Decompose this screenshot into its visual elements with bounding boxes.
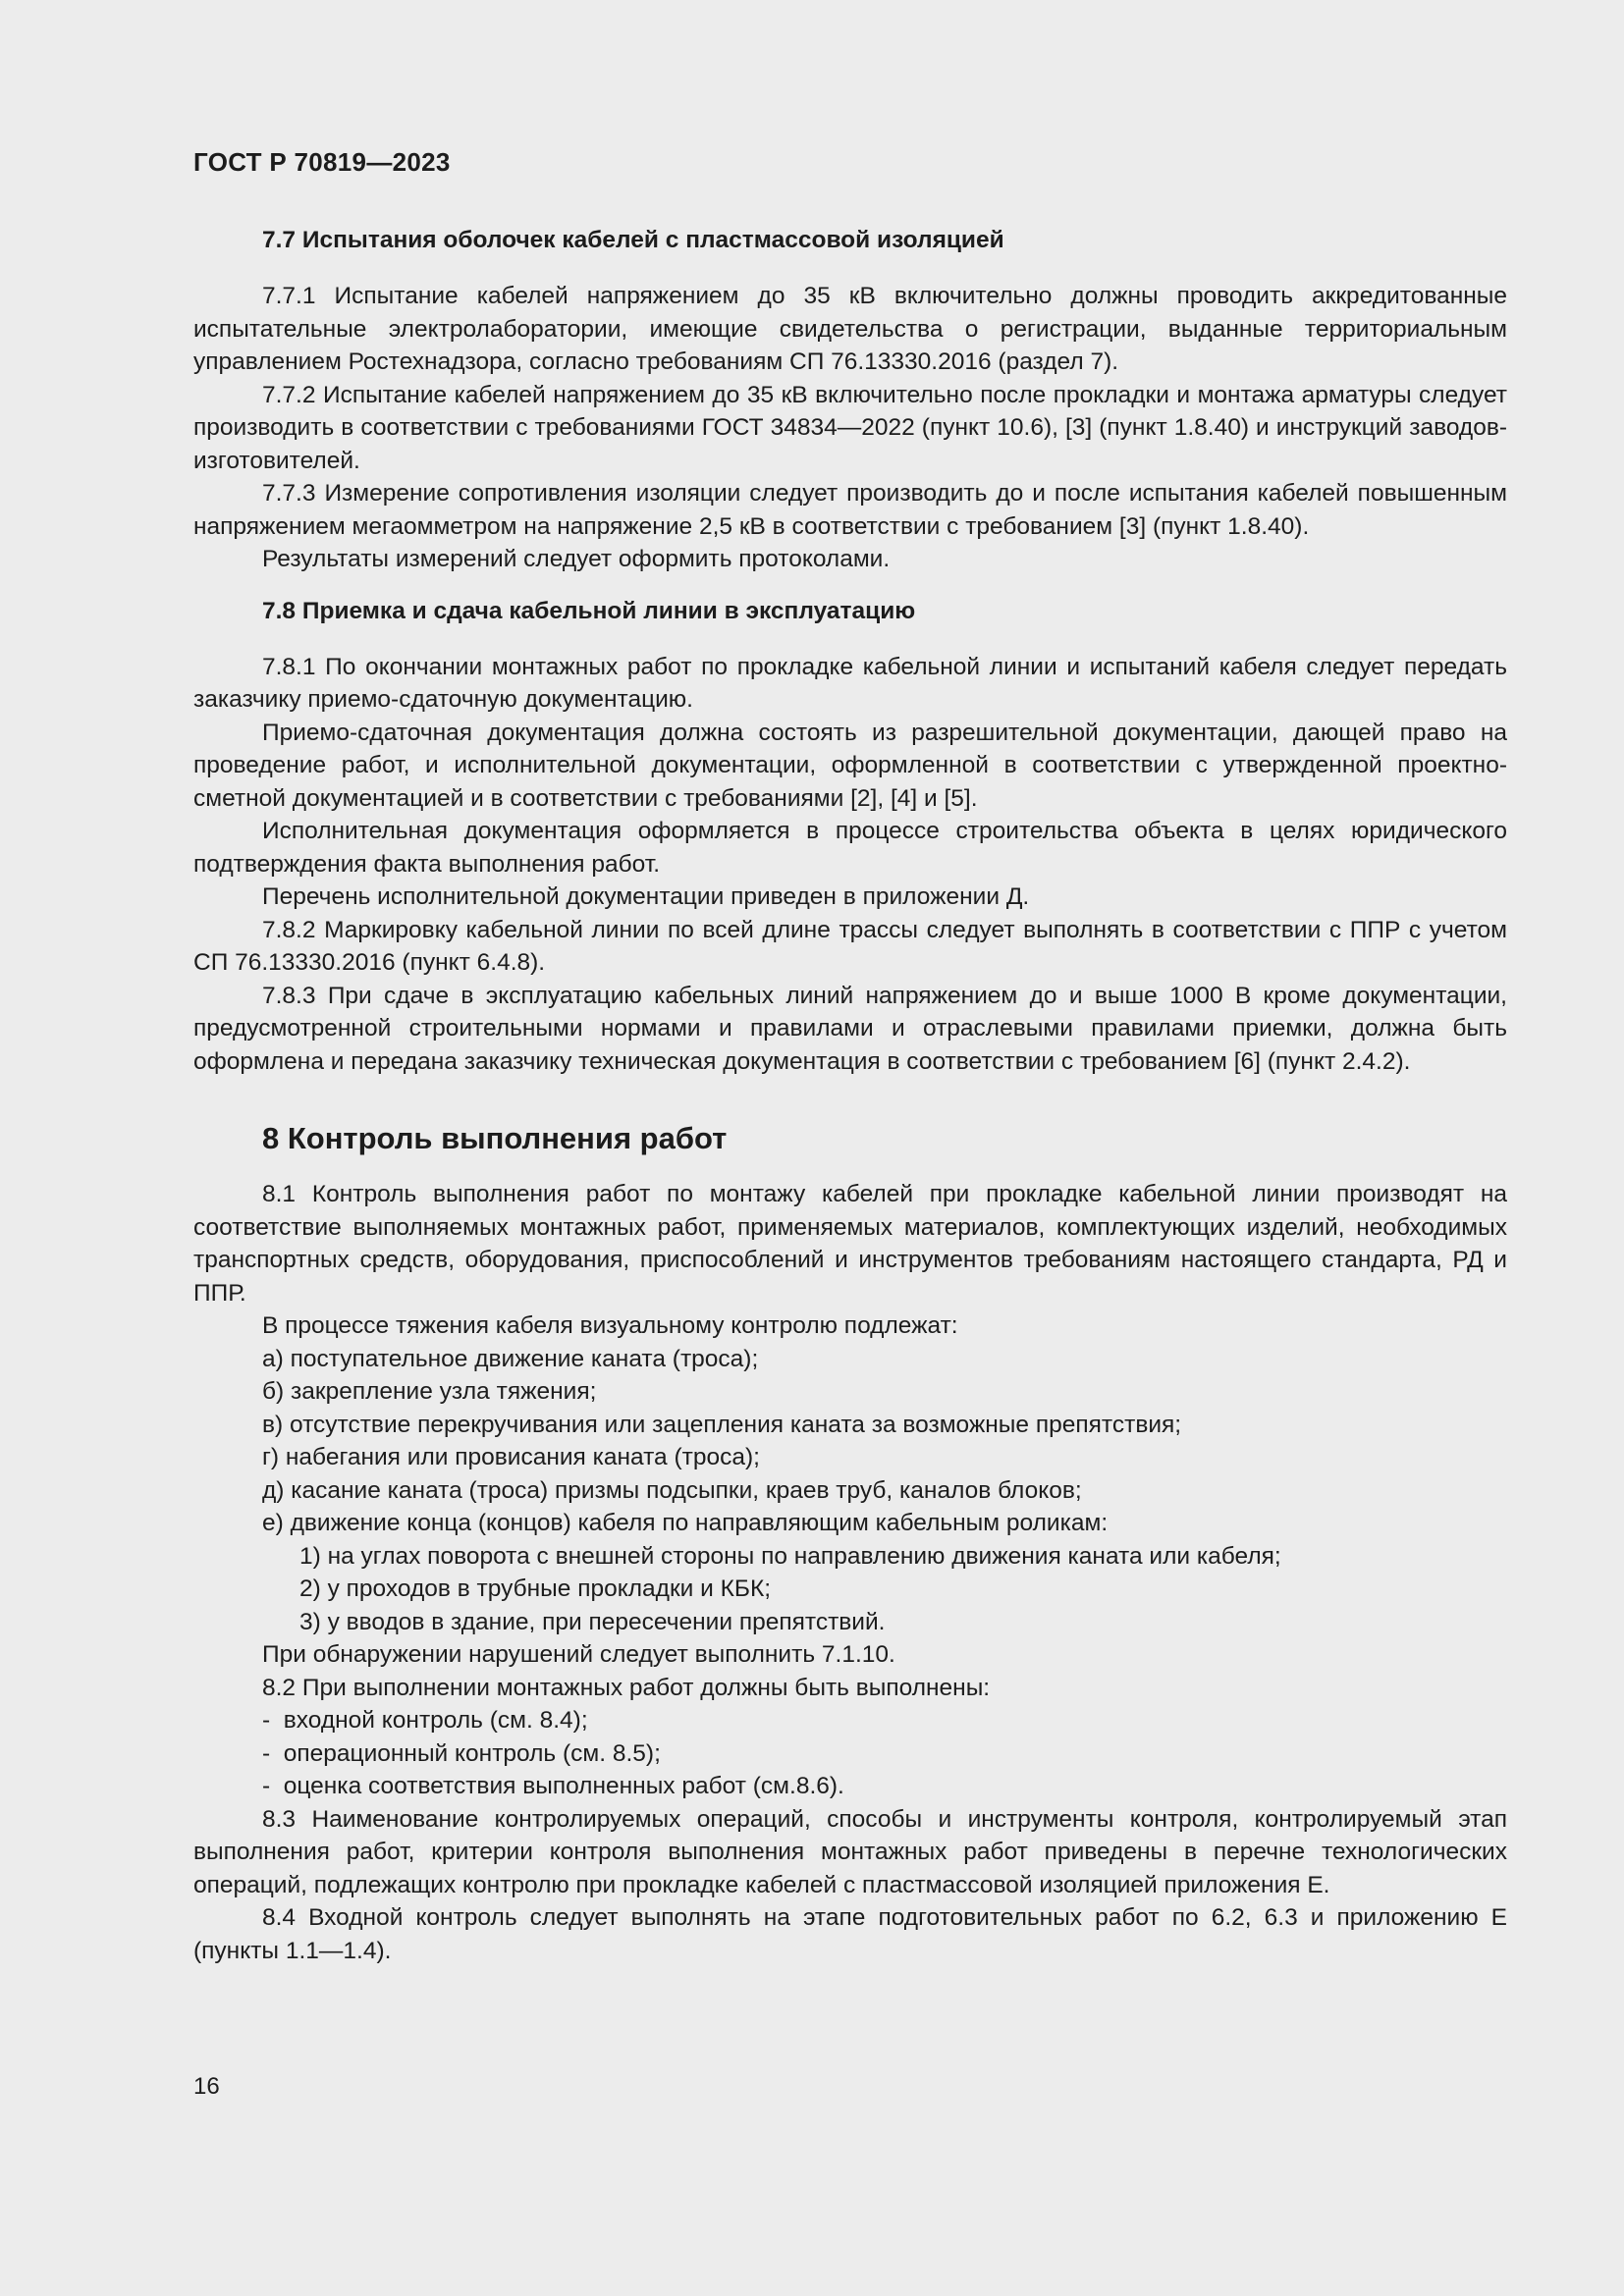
paragraph-8-1: 8.1 Контроль выполнения работ по монтажу кабелей при прокладке кабельной линии производят на соответствие выполняемых монтажных работ, применяемых материалов, комплектующих изделий, необходимых транспортных средств, оборудования, приспособлений и инструментов требованиям настоящего стандарта, РД и ППР. xyxy=(193,1181,1507,1307)
paragraph-results: Результаты измерений следует оформить протоколами. xyxy=(262,546,891,572)
dash-list-item: - входной контроль (см. 8.4); xyxy=(262,1707,588,1734)
document-body xyxy=(193,221,1507,1967)
paragraph-acceptance-docs: Приемо-сдаточная документация должна состоять из разрешительной документации, дающей право на проведение работ, и исполнительной документации, оформленной в соответствии с утвержденной проектно-сметной документацией и в соответствии с требованиями [2], [4] и [5]. xyxy=(193,719,1507,812)
list-item: д) касание каната (троса) призмы подсыпки, краев труб, каналов блоков; xyxy=(262,1476,1082,1504)
paragraph-8-2-intro: 8.2 При выполнении монтажных работ должны быть выполнены: xyxy=(262,1674,991,1701)
list-item: б) закрепление узла тяжения; xyxy=(262,1378,597,1405)
paragraph-docs-list: Перечень исполнительной документации приведен в приложении Д. xyxy=(262,883,1030,910)
list-item: а) поступательное движение каната (троса); xyxy=(262,1345,759,1372)
page-number: 16 xyxy=(193,2073,220,2100)
sublist-item: 3) у вводов в здание, при пересечении препятствий. xyxy=(299,1608,886,1635)
paragraph-7-8-3: 7.8.3 При сдаче в эксплуатацию кабельных линий напряжением до и выше 1000 В кроме документации, предусмотренной строительными нормами и правилами и отраслевыми правилами приемки, должна быть оформлена и передана заказчику техническая документация в соответствии с требованием [6] (пункт 2.4.2). xyxy=(193,982,1507,1075)
paragraph-7-7-1: 7.7.1 Испытание кабелей напряжением до 35 кВ включительно должны проводить аккредитованные испытательные электролаборатории, имеющие свидетельства о регистрации, выданные территориальным управлением Ростехнадзора, согласно требованиям СП 76.13330.2016 (раздел 7). xyxy=(193,283,1507,375)
section-heading-7-7: 7.7 Испытания оболочек кабелей с пластмассовой изоляцией xyxy=(262,227,1004,253)
dash-list-item: - операционный контроль (см. 8.5); xyxy=(262,1739,661,1767)
paragraph-7-8-2: 7.8.2 Маркировку кабельной линии по всей длине трассы следует выполнять в соответствии с ППР с учетом СП 76.13330.2016 (пункт 6.4.8). xyxy=(193,916,1507,976)
paragraph-7-7-3: 7.7.3 Измерение сопротивления изоляции следует производить до и после испытания кабелей повышенным напряжением мегаомметром на напряжение 2,5 кВ в соответствии с требованием [3] (пункт 1.8.40). xyxy=(193,480,1507,540)
paragraph-executive-docs: Исполнительная документация оформляется в процессе строительства объекта в целях юридического подтверждения факта выполнения работ. xyxy=(193,818,1507,878)
section-heading-8: 8 Контроль выполнения работ xyxy=(262,1121,728,1155)
list-item: е) движение конца (концов) кабеля по направляющим кабельным роликам: xyxy=(262,1510,1109,1536)
paragraph-8-4: 8.4 Входной контроль следует выполнять на этапе подготовительных работ по 6.2, 6.3 и приложению Е (пункты 1.1—1.4). xyxy=(193,1904,1507,1964)
dash-list-item: - оценка соответствия выполненных работ (см.8.6). xyxy=(262,1773,844,1799)
paragraph-7-8-1: 7.8.1 По окончании монтажных работ по прокладке кабельной линии и испытаний кабеля следует передать заказчику приемо-сдаточную документацию. xyxy=(193,653,1507,713)
sublist-item: 2) у проходов в трубные прокладки и КБК; xyxy=(299,1575,772,1602)
paragraph-violations: При обнаружении нарушений следует выполнить 7.1.10. xyxy=(262,1641,895,1668)
list-item: в) отсутствие перекручивания или зацепления каната за возможные препятствия; xyxy=(262,1411,1182,1438)
paragraph-8-3: 8.3 Наименование контролируемых операций, способы и инструменты контроля, контролируемый этап выполнения работ, критерии контроля выполнения монтажных работ приведены в перечне технологических операций, подлежащих контролю при прокладке кабелей с пластмассовой изоляцией приложения Е. xyxy=(193,1805,1507,1898)
roller-sublist xyxy=(193,1540,1507,1639)
section-heading-7-8: 7.8 Приемка и сдача кабельной линии в эксплуатацию xyxy=(262,597,916,624)
control-types-list xyxy=(193,1704,1507,1803)
paragraph-list-intro: В процессе тяжения кабеля визуальному контролю подлежат: xyxy=(262,1312,958,1339)
sublist-item: 1) на углах поворота с внешней стороны по направлению движения каната или кабеля; xyxy=(299,1542,1281,1570)
document-header: ГОСТ Р 70819—2023 xyxy=(193,147,451,177)
visual-control-list xyxy=(193,1343,1507,1540)
list-item: г) набегания или провисания каната (троса); xyxy=(262,1444,760,1470)
paragraph-7-7-2: 7.7.2 Испытание кабелей напряжением до 35 кВ включительно после прокладки и монтажа арматуры следует производить в соответствии с требованиями ГОСТ 34834—2022 (пункт 10.6), [3] (пункт 1.8.40) и инструкций заводов-изготовителей. xyxy=(193,381,1507,474)
